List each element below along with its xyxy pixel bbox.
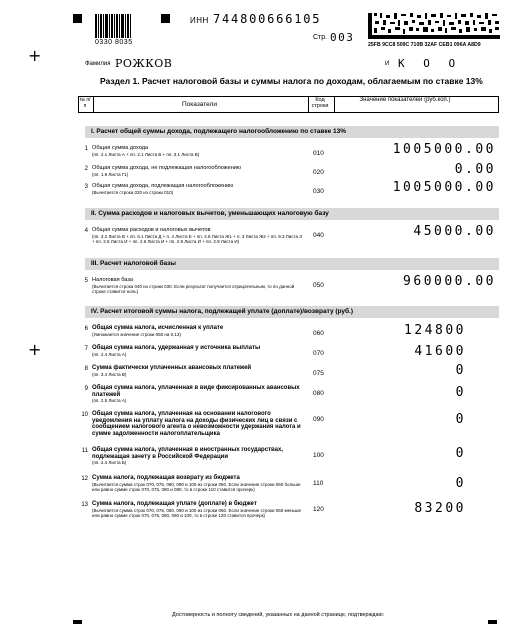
corner-marker-bottom-left <box>73 620 82 624</box>
subsection-1: I. Расчет общей суммы дохода, подлежащего налогообложению по ставке 13% <box>85 126 499 138</box>
subsection-3: III. Расчет налоговой базы <box>85 258 499 270</box>
qr-code <box>368 13 500 39</box>
header-code: Код строки <box>311 97 329 109</box>
row-code: 075 <box>313 370 324 377</box>
row-code: 120 <box>313 506 324 513</box>
row-code: 060 <box>313 330 324 337</box>
row-num: 13 <box>81 502 88 508</box>
row-num: 11 <box>81 448 88 454</box>
row-value: 0 <box>455 476 466 491</box>
row-code: 040 <box>313 232 324 239</box>
row-num: 6 <box>84 326 88 332</box>
row-value: 83200 <box>414 501 466 516</box>
row-label: Налоговая база (Вычитается строка 040 из строки 030. Если результат получается отрицательным, то по данной строке ставится ноль) <box>92 277 295 294</box>
corner-marker-top-middle <box>161 14 170 23</box>
row-code: 070 <box>313 350 324 357</box>
surname-label: Фамилия <box>85 61 111 67</box>
row-label: Общая сумма расходов и налоговых вычетов (пп. 3.2 Листа В + пп. 6.1 Листа Д + п. 4 Листа Е + пп. 2.8 Листа Ж1 + п. 3 Листа Ж2 + пп. 9.3 Листа З + пп. 2.5 Листа И + пп. 2.6 Листа И + пп. 2.8 Листа И + пп. 2.9 Листа И) <box>92 227 303 244</box>
inn-value: 744800666105 <box>213 12 322 26</box>
row-num: 9 <box>84 386 88 392</box>
row-value: 0 <box>455 446 466 461</box>
page-value: 003 <box>330 31 355 44</box>
row-label: Общая сумма налога, исчисленная к уплате (Умножается значение строки 050 на 0,13) <box>92 325 224 337</box>
header-indicators: Показатели <box>182 101 217 108</box>
row-code: 110 <box>313 480 324 487</box>
row-value: 0 <box>455 412 466 427</box>
initials-value: К О О <box>398 57 462 70</box>
barcode-number: 0330 8035 <box>95 39 133 46</box>
row-label: Общая сумма налога, уплаченная в иностранных государствах, подлежащая зачету в Российской Федерации (пп. 2.4 Листа Б) <box>92 447 283 466</box>
registration-cross-top: + <box>28 46 42 65</box>
row-label: Общая сумма налога, уплаченная на основании налогового уведомления на уплату налога на доходы физических лиц в связи с сообщением налогового агента о невозможности удержания налога и сумме задолженности налогоплательщика <box>92 411 301 437</box>
row-num: 3 <box>84 184 88 190</box>
row-value: 1005000.00 <box>392 180 496 195</box>
row-code: 020 <box>313 169 324 176</box>
row-num: 8 <box>84 366 88 372</box>
corner-marker-top-left <box>73 14 82 23</box>
row-value: 124800 <box>404 323 466 338</box>
subsection-2: II. Сумма расходов и налоговых вычетов, уменьшающих налоговую базу <box>85 208 499 220</box>
row-code: 080 <box>313 390 324 397</box>
row-label: Сумма налога, подлежащая уплате (доплате) в бюджет (Вычитается сумма строк 070, 075, 080, 090 и 100 из строки 060. Если значение строки 060 меньше или равно сумме строк 070, 075, 080, 090 и 100, то в строке 120 ставится прочерк) <box>92 501 302 518</box>
header-values: Значение показателей (руб.коп.) <box>359 97 451 103</box>
row-code: 050 <box>313 282 324 289</box>
row-value: 45000.00 <box>413 224 496 239</box>
inn-label: ИНН <box>190 16 209 25</box>
row-label: Общая сумма налога, уплаченная в виде фиксированных авансовых платежей (пп. 2.5 Листа А) <box>92 385 300 404</box>
row-label: Общая сумма налога, удержанная у источника выплаты (пп. 2.4 Листа А) <box>92 345 261 357</box>
row-value: 0 <box>455 363 466 378</box>
subsection-4: IV. Расчет итоговой суммы налога, подлежащей уплате (доплате)/возврату (руб.) <box>85 306 499 318</box>
section-title: Раздел 1. Расчет налоговой базы и суммы налога по доходам, облагаемым по ставке 13% <box>100 76 483 86</box>
row-code: 030 <box>313 188 324 195</box>
row-label: Общая сумма дохода, не подлежащая налогообложению (пп. 1.9 Листа Г1) <box>92 165 242 177</box>
row-label: Общая сумма дохода (пп. 2.1 Листа А + пп. 2.1 Листа Б + пп. 3.1 Листа В) <box>92 145 200 157</box>
registration-cross-middle: + <box>28 340 42 359</box>
row-value: 0.00 <box>454 162 496 177</box>
footer-confirmation: Достоверность и полноту сведений, указанных на данной странице, подтверждаю: <box>172 612 385 618</box>
row-label: Сумма налога, подлежащая возврату из бюджета (Вычитается сумма строк 070, 075, 080, 090 и 100 из строки 060. Если значение строки 060 больше или равно сумме строк 070, 075, 080 и 090, то в строке 110 ставится прочерк) <box>92 475 301 492</box>
barcode <box>95 14 131 38</box>
row-num: 2 <box>84 166 88 172</box>
qr-caption: 25FB 9CC8 509C 710B 32AF CEB1 096A A8D9 <box>368 42 481 48</box>
row-label: Общая сумма дохода, подлежащая налогообложению (Вычитается строка 020 из строки 010) <box>92 183 234 195</box>
row-code: 090 <box>313 416 324 423</box>
row-num: 5 <box>84 278 88 284</box>
surname-value: РОЖКОВ <box>115 57 173 70</box>
row-code: 010 <box>313 150 324 157</box>
row-value: 41600 <box>414 344 466 359</box>
row-code: 100 <box>313 452 324 459</box>
row-num: 4 <box>84 228 88 234</box>
row-value: 960000.00 <box>403 274 496 289</box>
row-label: Сумма фактически уплаченных авансовых платежей (пп. 3.4 Листа В) <box>92 365 252 377</box>
row-num: 7 <box>84 346 88 352</box>
corner-marker-bottom-right <box>488 620 497 624</box>
page-label: Стр. <box>313 34 328 41</box>
row-value: 1005000.00 <box>392 142 496 157</box>
row-num: 12 <box>81 476 88 482</box>
row-value: 0 <box>455 385 466 400</box>
row-num: 10 <box>81 412 88 418</box>
initials-label: И <box>385 61 390 67</box>
row-num: 1 <box>84 146 88 152</box>
header-num: № п/п <box>79 97 91 109</box>
